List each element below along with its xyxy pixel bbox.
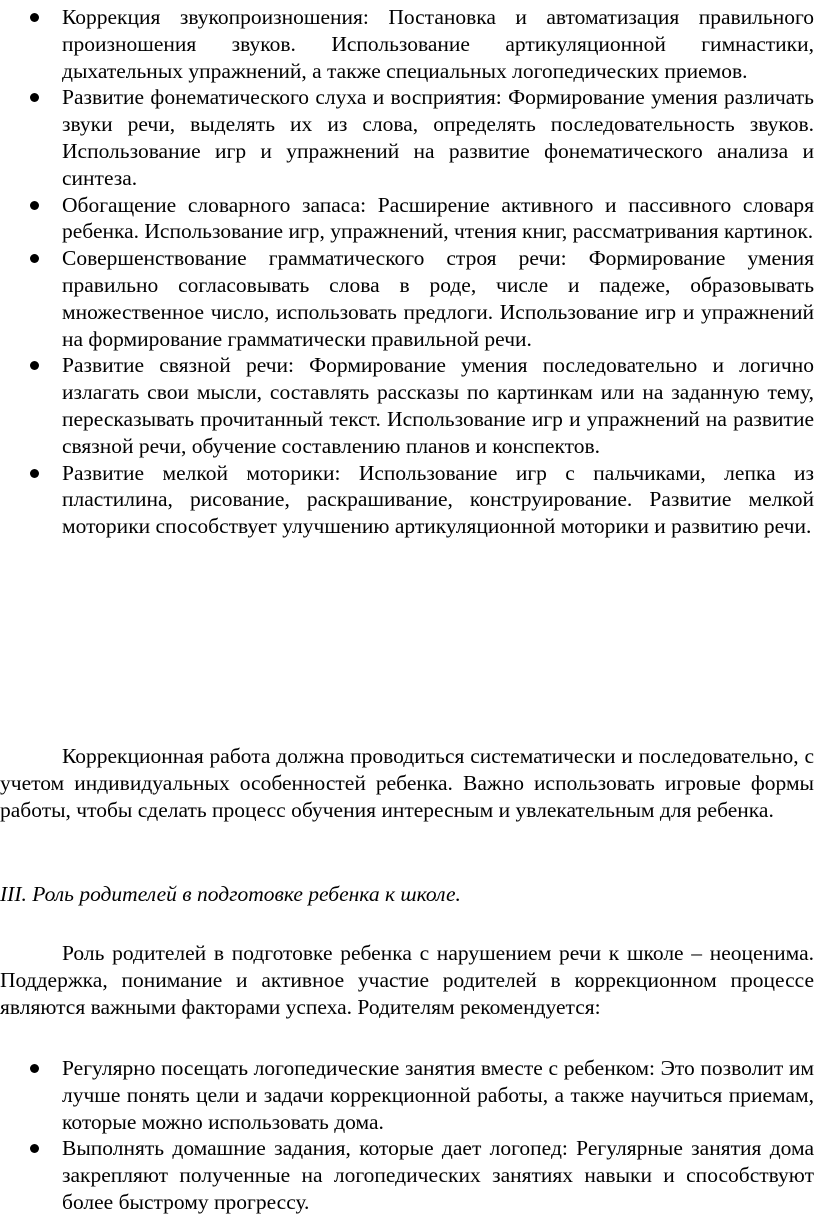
list-item-text: Коррекция звукопроизношения: Постановка и автоматизация правильного произношения звуков. Использование артикуляционной гимнастики, дыхательных упражнений, а также специальных логопедических приемов. bbox=[62, 5, 814, 83]
bullet-icon bbox=[30, 254, 39, 263]
bullet-icon bbox=[30, 1064, 39, 1073]
bullet-icon bbox=[30, 201, 39, 210]
parent-recommendations-list bbox=[0, 1055, 814, 1216]
list-item-text: Развитие фонематического слуха и восприятия: Формирование умения различать звуки речи, выделять их из слова, определять последовательность звуков. Использование игр и упражнений на развитие фонематического анализа и синтеза. bbox=[62, 85, 814, 190]
list-item-text: Развитие связной речи: Формирование умения последовательно и логично излагать свои мысли, составлять рассказы по картинкам или на заданную тему, пересказывать прочитанный текст. Использование игр и упражнений на развитие связной речи, обучение составлению планов и конспектов. bbox=[62, 353, 814, 458]
list-item bbox=[0, 1055, 814, 1135]
list-item bbox=[0, 84, 814, 191]
list-item bbox=[0, 1135, 814, 1215]
bullet-icon bbox=[30, 1144, 39, 1153]
list-item bbox=[0, 4, 814, 84]
list-item-text: Совершенствование грамматического строя речи: Формирование умения правильно согласовывать слова в роде, числе и падеже, образовывать множественное число, использовать предлоги. Использование игр и упражнений на формирование грамматически правильной речи. bbox=[62, 246, 814, 351]
list-item-text: Выполнять домашние задания, которые дает логопед: Регулярные занятия дома закрепляют полученные на логопедических занятиях навыки и способствуют более быстрому прогрессу. bbox=[62, 1136, 814, 1214]
list-item-text: Обогащение словарного запаса: Расширение активного и пассивного словаря ребенка. Использование игр, упражнений, чтения книг, рассматривания картинок. bbox=[62, 192, 814, 244]
list-item bbox=[0, 245, 814, 352]
section-heading: III. Роль родителей в подготовке ребенка к школе. bbox=[0, 882, 461, 906]
correction-directions-list bbox=[0, 4, 814, 540]
bullet-icon bbox=[30, 361, 39, 370]
bullet-icon bbox=[30, 93, 39, 102]
list-item-text: Регулярно посещать логопедические занятия вместе с ребенком: Это позволит им лучше понять цели и задачи коррекционной работы, а также научиться приемам, которые можно использовать дома. bbox=[62, 1056, 814, 1134]
parents-role-paragraph: Роль родителей в подготовке ребенка с нарушением речи к школе – неоценима. Поддержка, понимание и активное участие родителей в коррекционном процессе являются важными факторами успеха. Родителям рекомендуется: bbox=[0, 941, 814, 1019]
list-item bbox=[0, 192, 814, 246]
correction-work-paragraph: Коррекционная работа должна проводиться систематически и последовательно, с учетом индивидуальных особенностей ребенка. Важно использовать игровые формы работы, чтобы сделать процесс обучения интересным и увлекательным для ребенка. bbox=[0, 744, 814, 822]
bullet-icon bbox=[30, 469, 39, 478]
bullet-icon bbox=[30, 13, 39, 22]
list-item bbox=[0, 352, 814, 459]
list-item-text: Развитие мелкой моторики: Использование игр с пальчиками, лепка из пластилина, рисование, раскрашивание, конструирование. Развитие мелкой моторики способствует улучшению артикуляционной моторики и развитию речи. bbox=[62, 460, 814, 539]
list-item bbox=[0, 460, 814, 540]
